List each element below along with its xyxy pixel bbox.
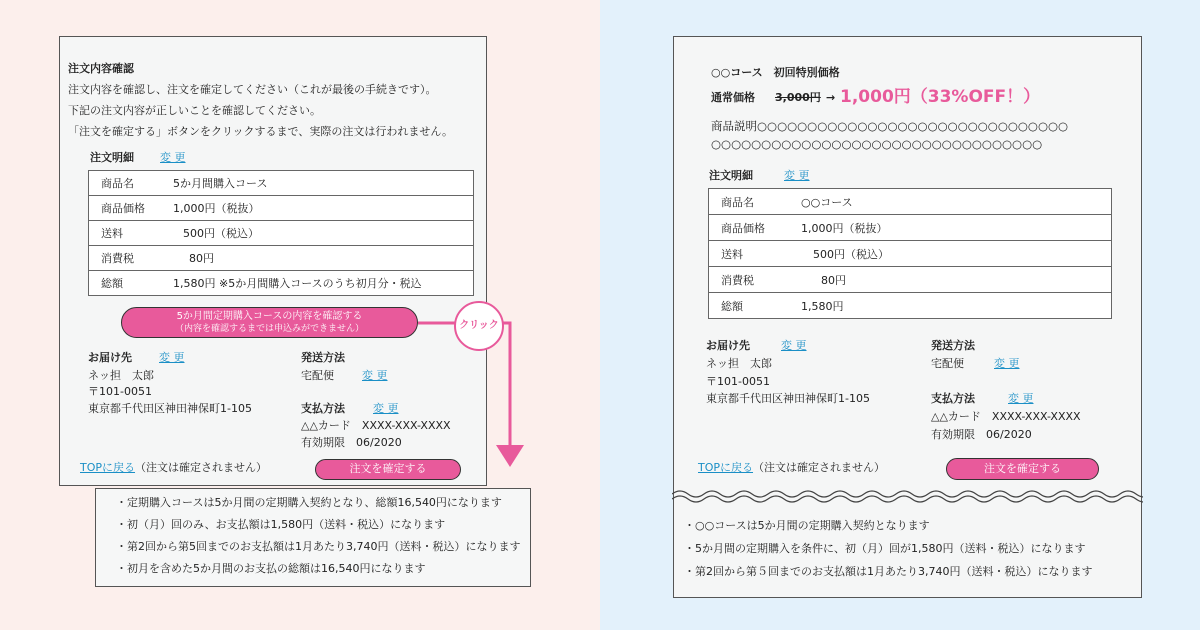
- left-top-link-row: [80, 461, 267, 475]
- left-shipping-value: 宅配便: [301, 369, 334, 382]
- wavy-divider: [672, 489, 1143, 503]
- left-order-table: [88, 170, 474, 296]
- left-address-zip: 〒101-0051: [88, 385, 152, 398]
- table-key: 送料: [89, 221, 162, 246]
- left-expiry-value: 有効期限 06/2020: [301, 436, 402, 449]
- table-value: 1,580円: [781, 293, 1112, 319]
- right-address-change-link[interactable]: 変 更: [781, 339, 807, 352]
- table-key: 総額: [709, 293, 782, 319]
- table-value: 80円: [781, 267, 1112, 293]
- left-intro-line: 下記の注文内容が正しいことを確認してください。: [68, 104, 321, 117]
- table-value: 500円（税込）: [161, 221, 474, 246]
- right-submit-order-button[interactable]: [946, 458, 1099, 480]
- table-row: [89, 196, 474, 221]
- left-note-item: ・初月を含めた5か月間のお支払の総額は16,540円になります: [116, 562, 426, 575]
- table-key: 消費税: [89, 246, 162, 271]
- left-address-change-link[interactable]: 変 更: [159, 351, 185, 364]
- left-top-note: （注文は確定されません）: [135, 461, 268, 474]
- right-note-item: ・5か月間の定期購入を条件に、初（月）回が1,580円（送料・税込）になります: [684, 542, 1086, 555]
- table-row: [709, 215, 1112, 241]
- table-row: [709, 189, 1112, 215]
- right-top-note: （注文は確定されません）: [753, 461, 886, 474]
- left-submit-order-button[interactable]: [315, 459, 461, 480]
- left-top-link[interactable]: TOPに戻る: [80, 461, 136, 474]
- right-special-price: 1,000円（33%OFF！）: [840, 87, 1041, 107]
- right-shipping-label: 発送方法: [931, 339, 975, 352]
- table-row: [89, 221, 474, 246]
- left-note-item: ・第2回から第5回までのお支払額は1月あたり3,740円（送料・税込）になります: [116, 540, 521, 553]
- table-value: 80円: [161, 246, 474, 271]
- table-row: [709, 293, 1112, 319]
- right-submit-order-label: 注文を確定する: [984, 462, 1061, 475]
- right-shipping-value: 宅配便: [931, 357, 964, 370]
- right-regular-price: 3,000円: [775, 91, 821, 104]
- left-address-label: お届け先: [88, 351, 132, 364]
- left-shipping-change-link[interactable]: 変 更: [362, 369, 388, 382]
- table-key: 送料: [709, 241, 782, 267]
- right-address-zip: 〒101-0051: [706, 375, 770, 388]
- left-payment-label: 支払方法: [301, 402, 345, 415]
- right-address-label: お届け先: [706, 339, 750, 352]
- left-card-value: △△カード XXXX-XXX-XXXX: [301, 419, 451, 432]
- table-key: 商品価格: [709, 215, 782, 241]
- left-intro-line: 注文内容を確認し、注文を確定してください（これが最後の手続きです）。: [68, 83, 437, 96]
- left-details-change-link[interactable]: 変 更: [160, 151, 186, 164]
- table-row: [709, 241, 1112, 267]
- left-address-name: ネッ担 太郎: [88, 369, 154, 382]
- click-badge: [454, 301, 504, 351]
- right-details-label: 注文明細: [709, 169, 753, 182]
- table-value: 1,000円（税抜）: [161, 196, 474, 221]
- left-payment-change-link[interactable]: 変 更: [373, 402, 399, 415]
- table-value: 1,000円（税抜）: [781, 215, 1112, 241]
- left-details-label: 注文明細: [90, 151, 134, 164]
- right-details-change-link[interactable]: 変 更: [784, 169, 810, 182]
- left-note-item: ・定期購入コースは5か月間の定期購入契約となり、総額16,540円になります: [116, 496, 502, 509]
- right-description-line: ○○○○○○○○○○○○○○○○○○○○○○○○○○○○○○○○○: [711, 137, 1043, 151]
- left-page-heading: 注文内容確認: [68, 62, 134, 75]
- table-row: [89, 271, 474, 296]
- table-value: ○○コース: [781, 189, 1112, 215]
- table-key: 商品価格: [89, 196, 162, 221]
- left-shipping-label: 発送方法: [301, 351, 345, 364]
- right-shipping-change-link[interactable]: 変 更: [994, 357, 1020, 370]
- right-price-arrow: →: [826, 91, 836, 104]
- right-note-item: ・○○コースは5か月間の定期購入契約となります: [684, 519, 930, 532]
- table-value: 5か月間購入コース: [161, 171, 474, 196]
- right-expiry-value: 有効期限 06/2020: [931, 428, 1032, 441]
- left-address-street: 東京都千代田区神田神保町1-105: [88, 402, 252, 415]
- left-note-item: ・初（月）回のみ、お支払額は1,580円（送料・税込）になります: [116, 518, 446, 531]
- table-key: 消費税: [709, 267, 782, 293]
- right-course-title: ○○コース 初回特別価格: [711, 66, 840, 79]
- table-row: [709, 267, 1112, 293]
- right-note-item: ・第2回から第５回までのお支払額は1月あたり3,740円（送料・税込）になります: [684, 565, 1093, 578]
- table-row: [89, 171, 474, 196]
- confirm-course-button-label: 5か月間定期購入コースの内容を確認する: [176, 311, 363, 322]
- right-top-link-row: [698, 461, 885, 475]
- right-address-name: ネッ担 太郎: [706, 357, 772, 370]
- right-description-line: 商品説明○○○○○○○○○○○○○○○○○○○○○○○○○○○○○○○: [711, 119, 1069, 133]
- table-key: 商品名: [89, 171, 162, 196]
- right-payment-change-link[interactable]: 変 更: [1008, 392, 1034, 405]
- table-row: [89, 246, 474, 271]
- right-regular-label: 通常価格: [711, 91, 755, 104]
- right-order-table: [708, 188, 1112, 319]
- table-key: 総額: [89, 271, 162, 296]
- click-badge-label: クリック: [459, 320, 499, 331]
- left-submit-order-label: 注文を確定する: [349, 462, 427, 475]
- table-value: 500円（税込）: [781, 241, 1112, 267]
- confirm-course-button[interactable]: [121, 307, 418, 338]
- confirm-course-button-sublabel: （内容を確認するまでは申込みができません）: [174, 324, 364, 334]
- right-payment-label: 支払方法: [931, 392, 975, 405]
- left-intro-line: 「注文を確定する」ボタンをクリックするまで、実際の注文は行われません。: [68, 125, 453, 138]
- right-card-value: △△カード XXXX-XXX-XXXX: [931, 410, 1081, 423]
- wavy-divider-line: [672, 496, 1143, 502]
- right-address-street: 東京都千代田区神田神保町1-105: [706, 392, 870, 405]
- table-key: 商品名: [709, 189, 782, 215]
- right-top-link[interactable]: TOPに戻る: [698, 461, 754, 474]
- table-value: 1,580円 ※5か月間購入コースのうち初月分・税込: [161, 271, 474, 296]
